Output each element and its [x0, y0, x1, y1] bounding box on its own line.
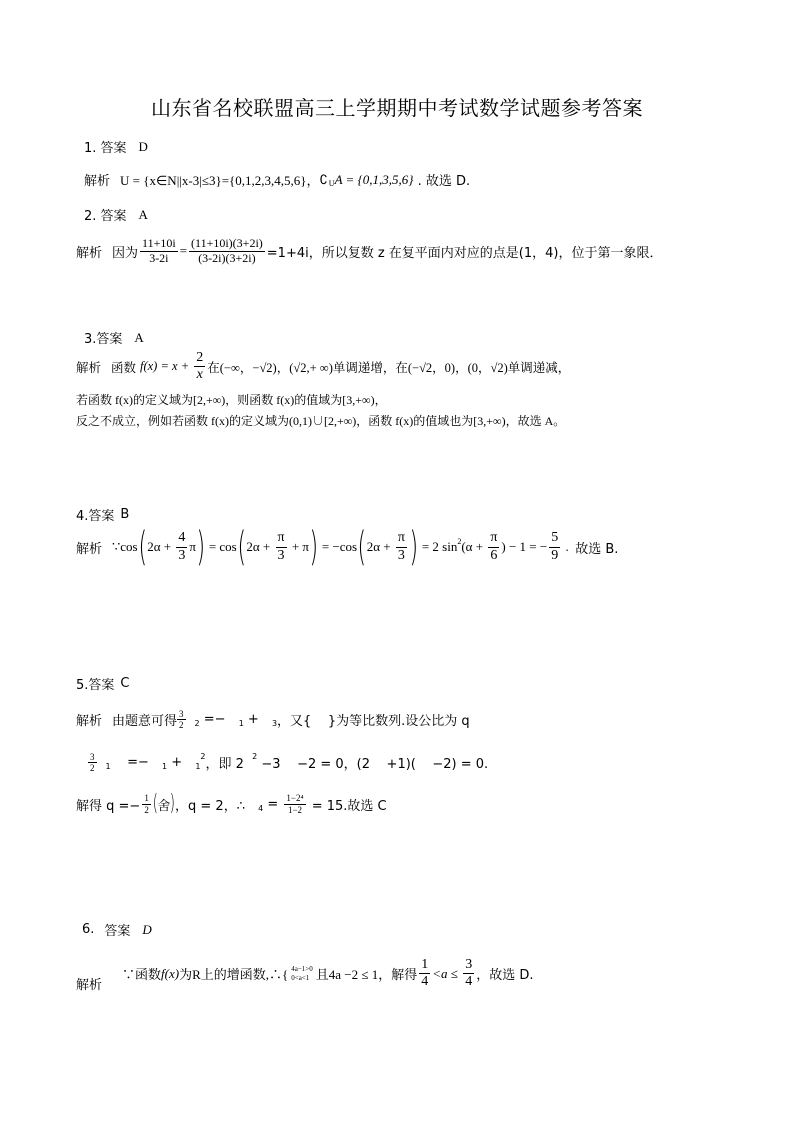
q5-l1-text-2: + [243, 712, 263, 728]
q5-l1-tail: ，又{ }为等比数列.设公比为 q [277, 714, 470, 730]
q4-dot: . [562, 539, 576, 554]
q4-term-2-b: + π [288, 539, 309, 554]
q6-system-top: 4a−1>0 [291, 965, 313, 974]
q6-system [291, 965, 313, 982]
q4-term-4-denominator: 6 [490, 547, 498, 563]
q3-analysis-line-1 [76, 350, 570, 383]
q5-l1-sub-1: 2 [194, 719, 200, 729]
q2-analysis-label: 解析 [76, 245, 103, 261]
q6-fraction-1-denominator: 4 [421, 974, 429, 990]
q3-fraction-denominator: x [196, 367, 203, 383]
q6-heading [82, 920, 152, 939]
q1-text-b: A = {0,1,3,5,6} [334, 171, 414, 187]
q4-term-3-denominator: 3 [397, 547, 405, 563]
q3-line-2-text: 若函数 f(x)的定义域为[2,+∞)，则函数 f(x)的值域为[3,+∞)， [76, 393, 387, 407]
q4-term-4-a: (α + [461, 539, 487, 554]
q4-term-3-fraction [396, 530, 407, 563]
q5-l3-sub-1: 4 [258, 803, 264, 813]
q5-l1-denominator: 2 [179, 720, 184, 731]
q4-term-1-denominator: 3 [178, 547, 186, 563]
q6-fraction-2-denominator: 4 [465, 974, 473, 990]
q4-term-3-a: 2α + [366, 539, 394, 554]
page-title: 山东省名校联盟高三上学期期中考试数学试题参考答案 [151, 98, 643, 120]
q5-heading-label: 5.答案 [76, 678, 115, 693]
q5-l3-eq: = [263, 796, 283, 812]
q2-heading-label: 2. 答案 [84, 209, 127, 224]
q2-heading [84, 205, 148, 224]
q5-l3-numerator-1: 1 [144, 793, 149, 804]
q3-fraction [194, 350, 205, 383]
q5-analysis-line-1 [76, 709, 470, 731]
q5-l3-text-1: ，q = 2，∴ [175, 798, 250, 814]
q5-l3-paren-left: ( [152, 791, 158, 816]
q5-l3-tail: = 15.故选 C [307, 798, 387, 814]
q4-term-4-b: ) − 1 = − [501, 539, 548, 554]
q4-term-4-numerator: π [488, 530, 499, 547]
q6-analysis [76, 957, 534, 994]
q6-fraction-2 [463, 957, 474, 990]
q1-answer: D [138, 138, 148, 154]
q5-l1-text-1: =− [199, 712, 230, 728]
q4-result-fraction [549, 530, 560, 563]
q6-inequality: <a ≤ [432, 965, 462, 981]
q5-l2-sup-2: 2 [252, 752, 258, 762]
q5-l1-sub-2: 1 [238, 719, 244, 729]
q4-result-numerator: 5 [549, 530, 560, 547]
q5-analysis-label: 解析 [76, 714, 103, 730]
q4-paren-1-right: ) [196, 524, 206, 570]
q5-l3-denominator-2: 1−2 [287, 804, 303, 815]
q6-number: 6. [82, 922, 95, 937]
q1-heading-label: 1. 答案 [84, 141, 127, 156]
q3-analysis-line-2 [76, 391, 387, 408]
q4-heading [76, 505, 129, 524]
q5-l3-discard: 舍 [157, 798, 171, 814]
q4-term-2-numerator: π [276, 530, 287, 547]
q5-l3-denominator-1: 2 [144, 804, 149, 815]
q5-analysis-line-2 [88, 752, 488, 774]
q1-analysis [84, 170, 470, 189]
q5-analysis-line-3 [76, 793, 387, 815]
q5-answer: C [120, 676, 130, 691]
q2-lead: 因为 [112, 245, 139, 261]
q2-equals: = [179, 243, 188, 259]
q5-l3-fraction-2 [284, 793, 305, 815]
q4-heading-label: 4.答案 [76, 509, 115, 524]
q4-because-cos: ∵cos [112, 539, 138, 554]
q3-analysis-label: 解析 [76, 359, 102, 375]
q5-l1-fraction [177, 709, 186, 731]
q5-l3-fraction-1 [142, 793, 151, 815]
q3-line-3-text: 反之不成立，例如若函数 f(x)的定义域为(0,1)∪[2,+∞)，函数 f(x)的值域也为[3,+∞)，故选 A。 [76, 414, 566, 428]
q5-heading [76, 674, 129, 693]
q1-complement-symbol: ∁ [319, 171, 328, 187]
q4-answer: B [120, 507, 130, 522]
q1-analysis-label: 解析 [84, 174, 111, 189]
q6-tail: ，故选 D. [476, 968, 534, 984]
q5-l2-text-3: ，即 2 [205, 757, 253, 773]
q6-analysis-label: 解析 [76, 978, 103, 994]
q5-l2-numerator: 3 [90, 752, 95, 762]
q4-tail: 故选 B. [575, 541, 619, 557]
q5-l2-sup-1: 2 [200, 752, 206, 762]
q2-answer: A [138, 206, 148, 222]
q5-l3-paren-right: ) [170, 791, 176, 816]
q4-term-2-a: 2α + [246, 539, 274, 554]
q6-mid: 为R上的增函数,∴{ [179, 967, 289, 983]
q5-l2-text-1: =− [110, 755, 154, 771]
q6-lead: ∵函数 [122, 967, 162, 983]
q5-l2-text-2: + [167, 755, 187, 771]
q5-l1-lead: 由题意可得 [112, 714, 178, 730]
q2-fraction-2-numerator: (11+10i)(3+2i) [191, 236, 263, 250]
q4-term-1-a: 2α + [147, 539, 175, 554]
q2-fraction-1-denominator: 3-2i [149, 250, 169, 265]
q1-text-c: . 故选 D. [413, 174, 471, 189]
q4-term-2-fraction [276, 530, 287, 563]
q3-heading-label: 3.答案 [84, 332, 123, 347]
q1-heading [84, 137, 148, 156]
q5-l2-sub-2: 1 [162, 762, 168, 772]
q5-l2-fraction [88, 752, 97, 774]
q5-l3-lead: 解得 q =− [76, 798, 141, 814]
q4-paren-2-right: ) [309, 524, 319, 570]
q5-l2-sub-3: 1 [195, 762, 201, 772]
q3-fraction-numerator: 2 [194, 350, 205, 367]
q4-term-1-b: π [189, 539, 196, 554]
q4-term-3-numerator: π [396, 530, 407, 547]
q1-text-a: U = {x∈N||x-3|≤3}={0,1,2,3,4,5,6}， [120, 173, 320, 188]
q4-term-4-fraction [488, 530, 499, 563]
q5-l1-sub-3: 3 [271, 719, 278, 729]
q3-answer: A [134, 329, 144, 345]
q2-analysis [76, 237, 663, 266]
q6-system-bottom: 0<a<1 [291, 973, 310, 982]
q5-l1-numerator: 3 [179, 709, 184, 719]
q3-analysis-line-3 [76, 412, 565, 429]
q6-answer: D [142, 921, 152, 937]
q4-paren-3-left: ( [357, 524, 367, 570]
q4-term-1-fraction [176, 530, 187, 563]
q4-term-2-denominator: 3 [277, 547, 285, 563]
q4-paren-1-left: ( [138, 524, 147, 570]
q3-function: f(x) = x + [140, 359, 193, 374]
q5-l2-sub-1: 1 [105, 762, 111, 772]
q4-paren-3-right: ) [409, 524, 419, 570]
q4-analysis-label: 解析 [76, 541, 103, 557]
q2-fraction-1 [140, 237, 178, 266]
q6-function: f(x) [161, 965, 180, 981]
q4-term-1-numerator: 4 [176, 530, 187, 547]
q2-fraction-2-denominator: (3-2i)(3+2i) [198, 250, 256, 265]
q2-fraction-1-numerator: 11+10i [142, 236, 176, 250]
q4-eq-2: = −cos [318, 539, 358, 554]
q5-l2-text-4: −3 −2 = 0，(2 +1)( −2) = 0. [257, 757, 489, 773]
q3-monotonic-text: 在(−∞，−√2)，(√2,+ ∞)单调递增，在(−√2，0)，(0，√2)单调递减， [207, 360, 571, 375]
q6-text-2: 且4a −2 ≤ 1，解得 [315, 967, 418, 983]
q6-fraction-2-numerator: 3 [463, 957, 474, 974]
q5-l3-numerator-2: 1−2⁴ [286, 793, 304, 804]
q4-square: 2 [457, 536, 462, 546]
q4-result-denominator: 9 [551, 547, 559, 563]
q3-heading [84, 328, 144, 347]
q4-paren-2-left: ( [237, 524, 246, 570]
q2-fraction-2 [189, 237, 265, 266]
q6-heading-label: 答案 [104, 924, 131, 939]
q3-lead: 函数 [111, 359, 140, 375]
q6-fraction-1-numerator: 1 [419, 957, 430, 974]
q4-analysis [76, 524, 619, 570]
q1-complement-sub: U [328, 179, 335, 188]
q5-l2-denominator: 2 [90, 763, 95, 774]
q4-eq-3: = 2 sin [418, 539, 458, 554]
q2-tail: =1+4i，所以复数 z 在复平面内对应的点是(1，4)，位于第一象限． [266, 245, 663, 261]
q6-fraction-1 [419, 957, 430, 990]
q4-eq-1: = cos [205, 539, 237, 554]
